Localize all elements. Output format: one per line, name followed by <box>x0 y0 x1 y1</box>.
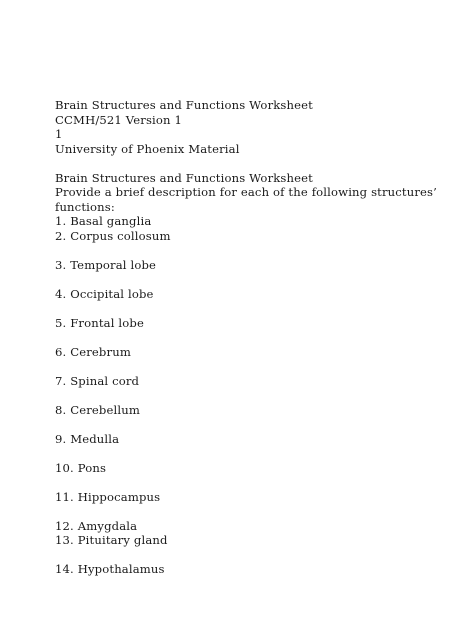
list-item: 4. Occipital lobe <box>55 286 154 301</box>
list-item: 1. Basal ganglia <box>55 214 152 228</box>
course-code: CCMH/521 Version 1 <box>55 112 183 127</box>
page-number: 1 <box>55 127 63 141</box>
spacer <box>55 301 435 316</box>
list-item: 2. Corpus collosum <box>55 228 171 243</box>
instruction-line-1: Provide a brief description for each of the following structures’ <box>55 185 437 199</box>
list-item: 10. Pons <box>55 460 107 475</box>
spacer <box>55 156 435 171</box>
spacer <box>55 330 435 345</box>
spacer <box>55 272 435 287</box>
list-item: 14. Hypothalamus <box>55 562 165 576</box>
spacer <box>55 359 435 374</box>
list-item: 3. Temporal lobe <box>55 257 157 272</box>
worksheet-text <box>55 98 435 577</box>
spacer <box>55 388 435 403</box>
list-item: 12. Amygdala <box>55 518 138 533</box>
spacer <box>55 417 435 432</box>
spacer <box>55 475 435 490</box>
list-item: 11. Hippocampus <box>55 489 161 504</box>
instruction-line-2: functions: <box>55 199 115 214</box>
spacer <box>55 504 435 519</box>
header-title: Brain Structures and Functions Worksheet <box>55 98 313 112</box>
list-item: 5. Frontal lobe <box>55 315 144 330</box>
list-item: 7. Spinal cord <box>55 373 140 388</box>
list-item: 8. Cerebellum <box>55 402 140 417</box>
spacer <box>55 446 435 461</box>
list-item: 6. Cerebrum <box>55 344 131 359</box>
spacer <box>55 548 435 563</box>
spacer <box>55 243 435 258</box>
list-item: 9. Medulla <box>55 431 120 446</box>
worksheet-title: Brain Structures and Functions Worksheet <box>55 170 313 185</box>
list-item: 13. Pituitary gland <box>55 533 168 547</box>
material-source: University of Phoenix Material <box>55 141 240 156</box>
